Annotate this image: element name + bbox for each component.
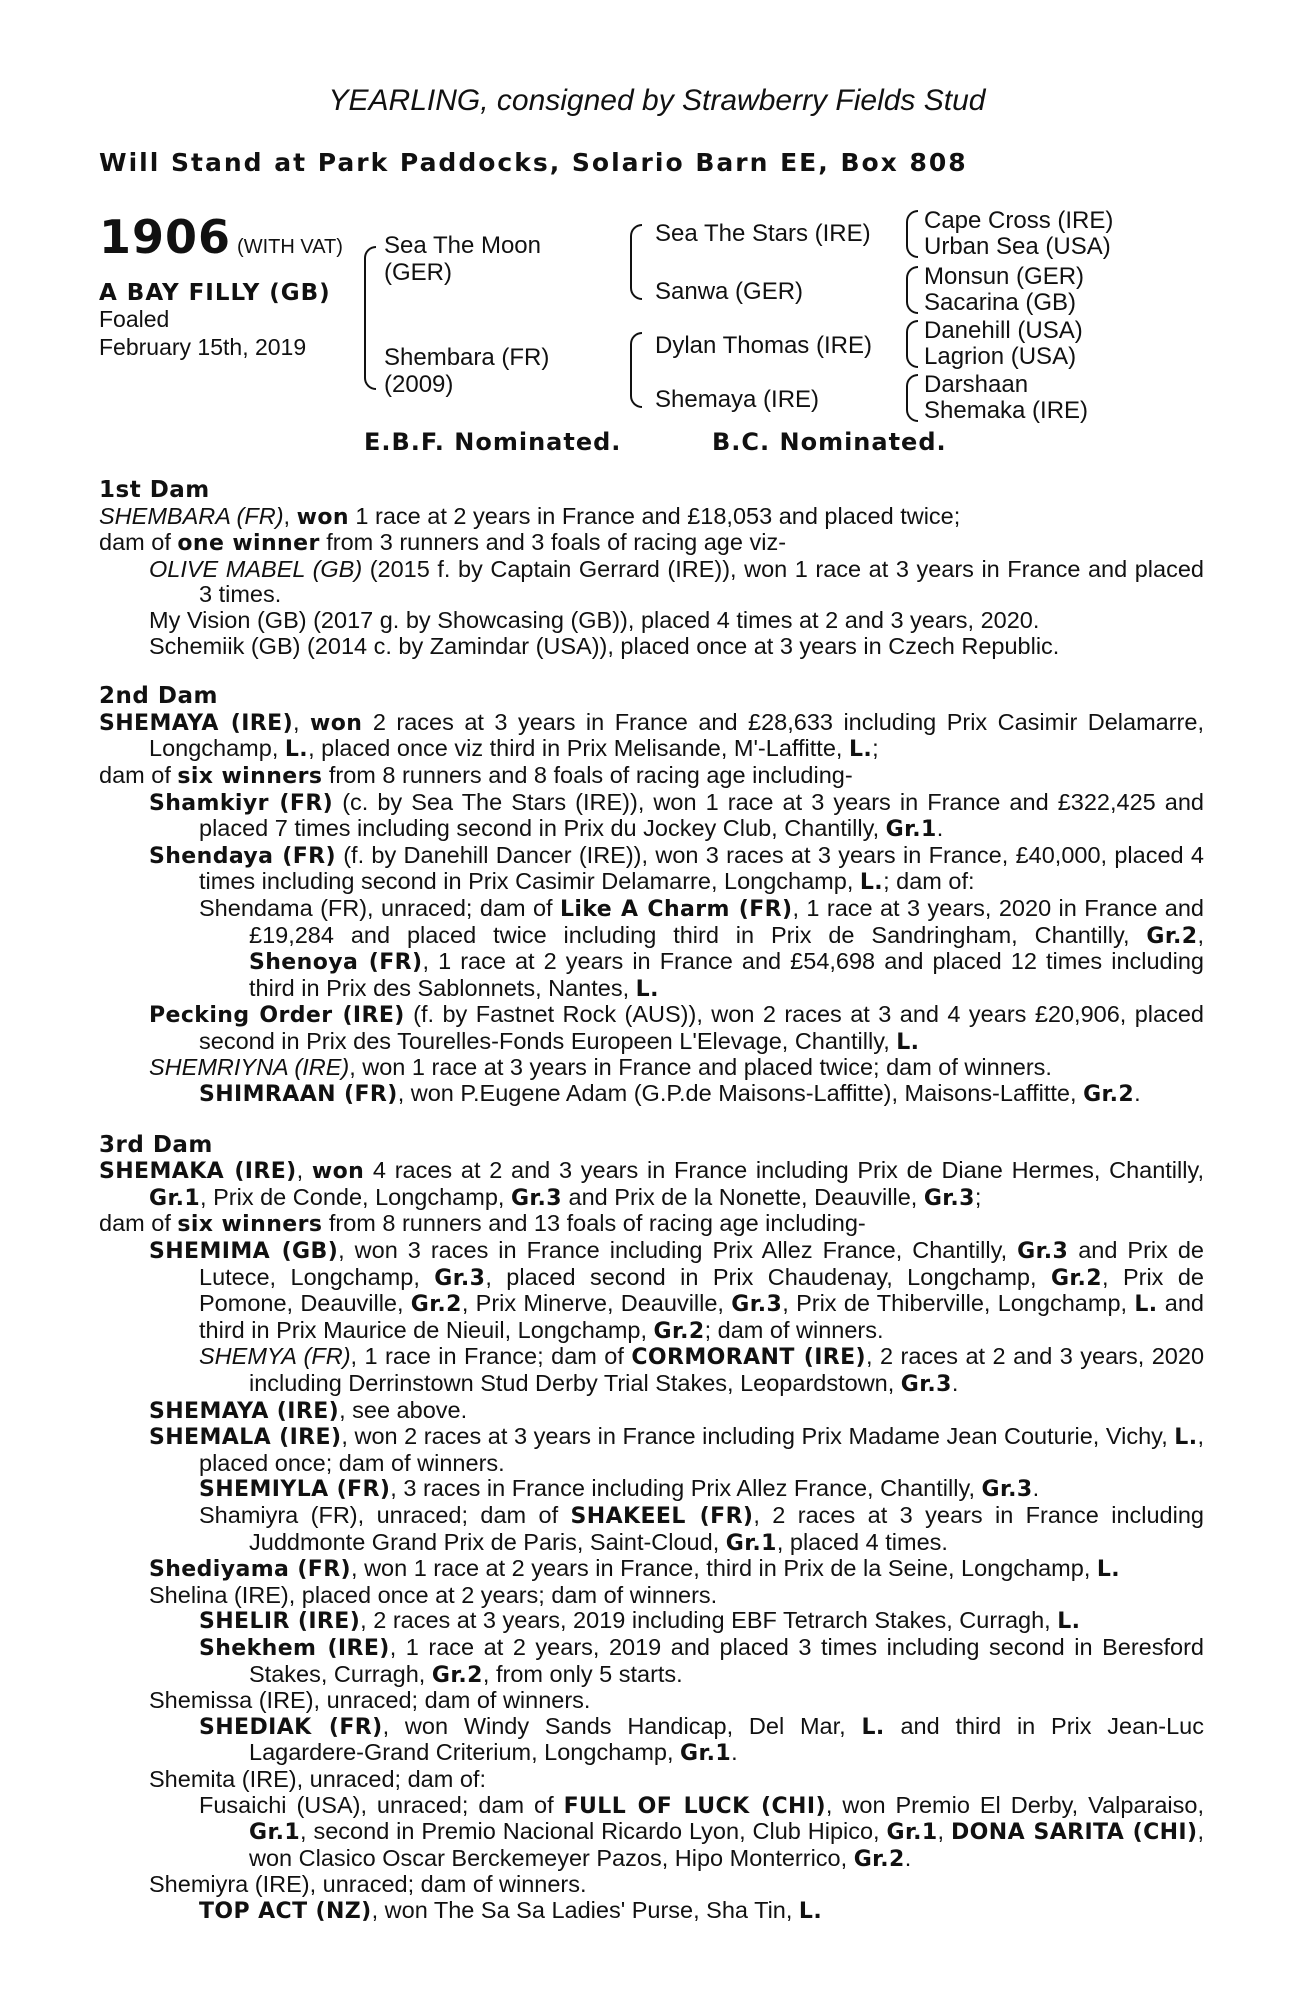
produce-entry: Shelina (IRE), placed once at 2 years; dam of winners. <box>149 1581 718 1608</box>
produce-entry: Shekhem (IRE), 1 race at 2 years, 2019 and placed 3 times including second in Beresford Stakes, Curragh, Gr.2, from only 5 starts. <box>199 1633 1204 1688</box>
produce-entry: Shendama (FR), unraced; dam of Like A Charm (FR), 1 race at 3 years, 2020 in France and £19,284 and placed twice including third in Prix de Sandringham, Chantilly, Gr.2, Shenoya (FR), 1 race at 2 years in France and £54,698 and placed 12 times including third in Prix des Sablonnets, Nantes, L. <box>199 894 1204 1002</box>
produce-entry: Shendaya (FR) (f. by Danehill Dancer (IRE)), won 3 races at 3 years in France, £40,000, placed 4 times including second in Prix Casimir Delamarre, Longchamp, L.; dam of: <box>149 841 1204 896</box>
dam-record: SHEMAYA (IRE), won 2 races at 3 years in France and £28,633 including Prix Casimir Delamarre, Longchamp, L., placed once viz third in Prix Melisande, M'-Laffitte, L.; <box>99 708 1204 763</box>
page-title: YEARLING, consigned by Strawberry Fields Stud <box>328 84 986 117</box>
pedigree-g5: Danehill (USA) <box>924 317 1083 344</box>
produce-entry: Shemita (IRE), unraced; dam of: <box>149 1765 486 1792</box>
produce-entry: My Vision (GB) (2017 g. by Showcasing (GB)), placed 4 times at 2 and 3 years, 2020. <box>149 606 1040 633</box>
produce-entry: SHIMRAAN (FR), won P.Eugene Adam (G.P.de Maisons-Laffitte), Maisons-Laffitte, Gr.2. <box>199 1080 1141 1108</box>
dam-record: SHEMBARA (FR), won 1 race at 2 years in France and £18,053 and placed twice; <box>99 502 961 530</box>
pedigree-dam-sire: Dylan Thomas (IRE) <box>655 332 872 359</box>
produce-entry: OLIVE MABEL (GB) (2015 f. by Captain Gerrard (IRE)), won 1 race at 3 years in France and placed 3 times. <box>149 555 1204 608</box>
dam-record: dam of one winner from 3 runners and 3 foals of racing age viz- <box>99 529 787 557</box>
dam-record: dam of six winners from 8 runners and 13 foals of racing age including- <box>99 1210 866 1238</box>
pedigree-dam-dam: Shemaya (IRE) <box>655 386 820 413</box>
dam-record: dam of six winners from 8 runners and 8 foals of racing age including- <box>99 761 853 789</box>
produce-entry: Shemiyra (IRE), unraced; dam of winners. <box>149 1871 587 1898</box>
lot-number-line <box>99 210 343 264</box>
foaled-label: Foaled <box>99 306 170 332</box>
produce-entry: SHEMYA (FR), 1 race in France; dam of CORMORANT (IRE), 2 races at 2 and 3 years, 2020 including Derrinstown Stud Derby Trial Stakes, Leopardstown, Gr.3. <box>199 1343 1205 1397</box>
pedigree-bracket <box>906 374 918 422</box>
pedigree-bracket <box>630 332 642 408</box>
produce-entry: SHELIR (IRE), 2 races at 3 years, 2019 including EBF Tetrarch Stakes, Curragh, L. <box>199 1607 1081 1635</box>
produce-entry: SHEMALA (IRE), won 2 races at 3 years in France including Prix Madame Jean Couturie, Vichy, L., placed once; dam of winners. <box>149 1423 1204 1476</box>
pedigree-g4: Sacarina (GB) <box>924 289 1077 316</box>
pedigree-sire: Sea The Moon (GER) <box>384 232 541 286</box>
produce-entry: Shemissa (IRE), unraced; dam of winners. <box>149 1687 591 1714</box>
produce-entry: Shamiyra (FR), unraced; dam of SHAKEEL (FR), 2 races at 3 years in France including Juddmonte Grand Prix de Paris, Saint-Cloud, Gr.1, placed 4 times. <box>199 1501 1204 1556</box>
produce-entry: SHEMAYA (IRE), see above. <box>149 1396 468 1424</box>
pedigree-dam: Shembara (FR) (2009) <box>384 344 550 398</box>
pedigree-sire-dam: Sanwa (GER) <box>655 278 804 305</box>
lot-description: A BAY FILLY (GB) <box>99 280 331 306</box>
pedigree-bracket <box>906 266 918 314</box>
produce-entry: Fusaichi (USA), unraced; dam of FULL OF LUCK (CHI), won Premio El Derby, Valparaiso, Gr.1, second in Premio Nacional Ricardo Lyon, Club Hipico, Gr.1, DONA SARITA (CHI), won Clasico Oscar Berckemeyer Pazos, Hipo Monterrico, Gr.2. <box>199 1791 1204 1872</box>
produce-entry: TOP ACT (NZ), won The Sa Sa Ladies' Purse, Sha Tin, L. <box>199 1896 823 1924</box>
produce-entry: SHEDIAK (FR), won Windy Sands Handicap, Del Mar, L. and third in Prix Jean-Luc Lagardere-Grand Criterium, Longchamp, Gr.1. <box>199 1712 1204 1767</box>
produce-record <box>99 478 1204 1924</box>
bc-nominated: B.C. Nominated. <box>712 428 947 456</box>
pedigree-bracket <box>364 246 376 390</box>
produce-entry: SHEMIMA (GB), won 3 races in France including Prix Allez France, Chantilly, Gr.3 and Prix de Lutece, Longchamp, Gr.3, placed second in Prix Chaudenay, Longchamp, Gr.2, Prix de Pomone, Deauville, Gr.2, Prix Minerve, Deauville, Gr.3, Prix de Thiberville, Longchamp, L. and third in Prix Maurice de Nieuil, Longchamp, Gr.2; dam of winners. <box>149 1237 1205 1344</box>
produce-entry: Shamkiyr (FR) (c. by Sea The Stars (IRE)), won 1 race at 3 years in France and £322,425 and placed 7 times including second in Prix du Jockey Club, Chantilly, Gr.1. <box>149 788 1204 843</box>
produce-entry: SHEMRIYNA (IRE), won 1 race at 3 years in France and placed twice; dam of winners. <box>149 1054 1052 1081</box>
first-dam-heading: 1st Dam <box>99 477 210 503</box>
lot-number: 1906 <box>99 210 232 264</box>
produce-entry: Shediyama (FR), won 1 race at 2 years in France, third in Prix de la Seine, Longchamp, L. <box>149 1555 1121 1583</box>
produce-entry: Schemiik (GB) (2014 c. by Zamindar (USA)), placed once at 3 years in Czech Republic. <box>149 632 1060 659</box>
pedigree-sire-sire: Sea The Stars (IRE) <box>655 220 871 247</box>
pedigree-bracket <box>906 320 918 368</box>
stand-location: Will Stand at Park Paddocks, Solario Barn EE, Box 808 <box>99 148 968 177</box>
pedigree-bracket <box>906 210 918 258</box>
dam-record: SHEMAKA (IRE), won 4 races at 2 and 3 years in France including Prix de Diane Hermes, Chantilly, Gr.1, Prix de Conde, Longchamp, Gr.3 and Prix de la Nonette, Deauville, Gr.3; <box>99 1157 1205 1211</box>
pedigree-g2: Urban Sea (USA) <box>924 233 1111 260</box>
produce-entry: SHEMIYLA (FR), 3 races in France including Prix Allez France, Chantilly, Gr.3. <box>199 1475 1040 1503</box>
produce-entry: Pecking Order (IRE) (f. by Fastnet Rock (AUS)), won 2 races at 3 and 4 years £20,906, placed second in Prix des Tourelles-Fonds Europeen L'Elevage, Chantilly, L. <box>149 1001 1204 1055</box>
pedigree-g1: Cape Cross (IRE) <box>924 207 1114 234</box>
pedigree-g8: Shemaka (IRE) <box>924 397 1089 424</box>
ebf-nominated: E.B.F. Nominated. <box>364 428 622 456</box>
pedigree-bracket <box>630 224 642 300</box>
second-dam-heading: 2nd Dam <box>99 683 218 710</box>
pedigree-g6: Lagrion (USA) <box>924 343 1077 370</box>
pedigree-g3: Monsun (GER) <box>924 263 1085 290</box>
pedigree-g7: Darshaan <box>924 371 1029 398</box>
third-dam-heading: 3rd Dam <box>99 1131 213 1158</box>
lot-vat: (WITH VAT) <box>237 236 343 258</box>
foaled-date: February 15th, 2019 <box>99 334 307 360</box>
